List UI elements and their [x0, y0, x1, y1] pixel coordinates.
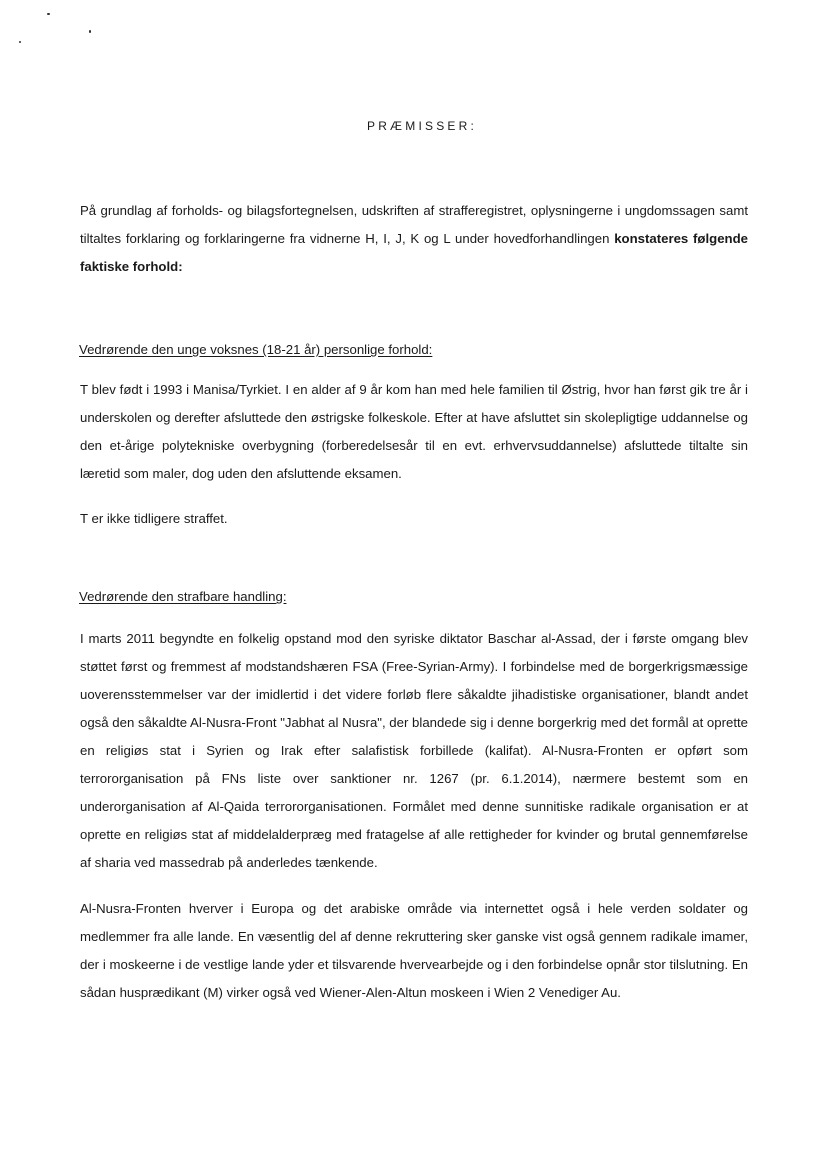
- intro-text: På grundlag af forholds- og bilagsfortegnelsen, udskriften af strafferegistret, oplysningerne i ungdomssagen samt tiltaltes forklaring og forklaringerne fra vidnerne H, I, J, K og L under hovedforhandlingen: [80, 203, 748, 246]
- section-heading-personal: Vedrørende den unge voksnes (18-21 år) personlige forhold:: [79, 342, 433, 357]
- scan-speck: [47, 13, 50, 15]
- intro-paragraph: [80, 197, 748, 281]
- intro-bold-text: konstateres følgende faktiske forhold:: [80, 231, 748, 274]
- document-title: PRÆMISSER:: [366, 119, 477, 133]
- scan-speck: [19, 41, 21, 43]
- paragraph-recruitment: Al-Nusra-Fronten hverver i Europa og det arabiske område via internettet også i hele verden soldater og medlemmer fra alle lande. En væsentlig del af denne rekruttering sker ganske vist også gennem radikale imamer, der i moskeerne i de vestlige lande yder et tilsvarende hvervearbejde og i den forbindelse opnår stor tilslutning. En sådan husprædikant (M) virker også ved Wiener-Alen-Altun moskeen i Wien 2 Venediger Au.: [80, 901, 748, 1000]
- paragraph-no-record: T er ikke tidligere straffet.: [80, 511, 228, 526]
- scan-speck: [89, 30, 91, 33]
- paragraph-personal: T blev født i 1993 i Manisa/Tyrkiet. I en alder af 9 år kom han med hele familien til Østrig, hvor han først gik tre år i underskolen og derefter afsluttede den østrigske folkeskole. Efter at have afsluttet sin skolepligtige uddannelse og den et-årige polytekniske overbygning (forberedelsesår til en evt. erhvervsuddannelse) afsluttede tiltalte sin læretid som maler, dog uden den afsluttende eksamen.: [80, 382, 748, 481]
- section-heading-offense: Vedrørende den strafbare handling:: [79, 589, 287, 604]
- paragraph-uprising: I marts 2011 begyndte en folkelig opstand mod den syriske diktator Baschar al-Assad, der i første omgang blev støttet først og fremmest af modstandshæren FSA (Free-Syrian-Army). I forbindelse med de borgerkrigsmæssige uoverensstemmelser var der imidlertid i det videre forløb flere såkaldte jihadistiske organisationer, blandt andet også den såkaldte Al-Nusra-Front "Jabhat al Nusra", der blandede sig i denne borgerkrig med det formål at oprette en religiøs stat i Syrien og Irak efter salafistisk forbillede (kalifat). Al-Nusra-Fronten er opført som terrororganisation på FNs liste over sanktioner nr. 1267 (pr. 6.1.2014), nærmere bestemt som en underorganisation af Al-Qaida terrororganisationen. Formålet med denne sunnitiske radikale organisation er at oprette en religiøs stat af middelalderpræg med fratagelse af alle rettigheder for kvinder og brutal gennemførelse af sharia ved massedrab på anderledes tænkende.: [80, 631, 748, 870]
